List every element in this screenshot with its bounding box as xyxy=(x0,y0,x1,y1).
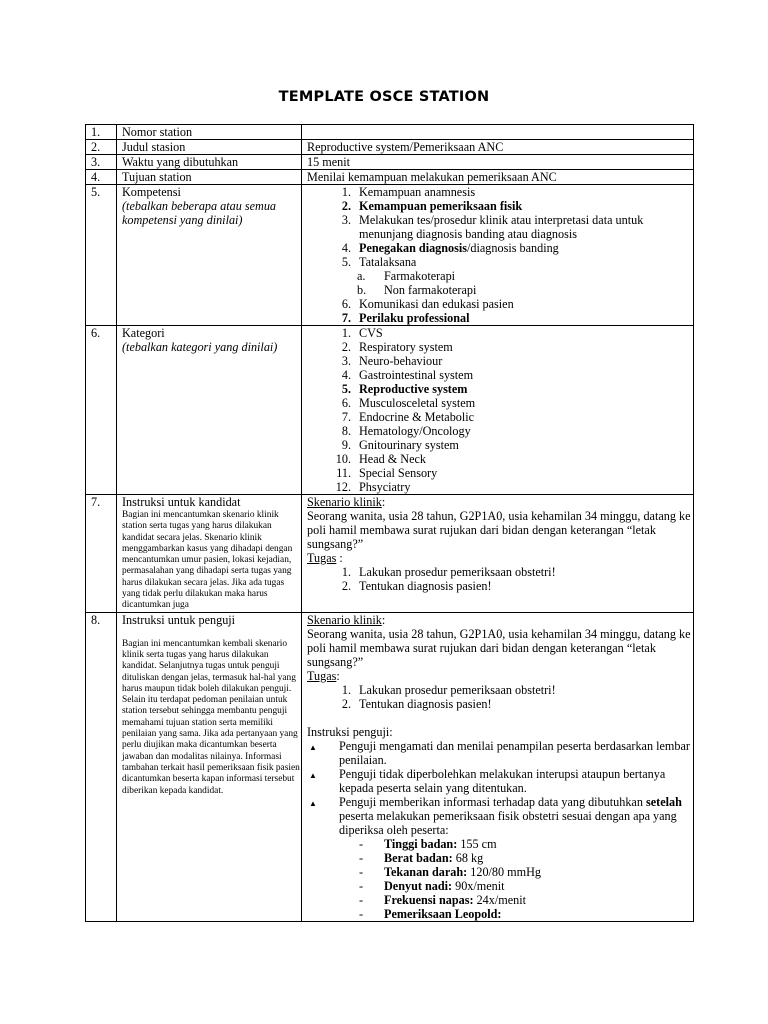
row-label: Waktu yang dibutuhkan xyxy=(117,155,302,170)
item-number: 1. xyxy=(341,326,351,340)
row-label: Kategori xyxy=(122,326,165,340)
table-row xyxy=(86,155,694,170)
vital-label: Tinggi badan: xyxy=(384,836,458,851)
dash-marker: - xyxy=(359,878,364,893)
task-heading xyxy=(307,551,693,565)
bullet-icon: ▲ xyxy=(309,770,317,780)
row-label: Kompetensi xyxy=(122,185,181,199)
list-item xyxy=(307,837,693,851)
list-item xyxy=(307,795,693,837)
scenario-text: Seorang wanita, usia 28 tahun, G2P1A0, usia kehamilan 34 minggu, datang ke poli hamil membawa surat rujukan dari bidan dengan keterangan “letak sungsang?” xyxy=(307,509,691,551)
category-list-cell xyxy=(302,326,694,495)
list-item xyxy=(307,396,693,410)
list-item xyxy=(307,185,693,199)
item-text: Kemampuan pemeriksaan fisik xyxy=(359,199,523,213)
treatment-sublist xyxy=(307,269,693,297)
list-item xyxy=(307,340,693,354)
row-note: Bagian ini mencantumkan kembali skenario klinik serta tugas yang harus dilakukan kandidat. Selanjutnya tugas untuk penguji dituliskan dengan jelas, termasuk hal-hal yang harus maupun tidak boleh dilakukan penguji. Selain itu terdapat pedoman penilaian untuk station tersebut sehingga membantu penguji memahami tujuan station serta memiliki penilaian yang sama. Jika ada pertanyaan yang perlu diujikan maka dicantumkan beserta jawaban dan modalitas nilainya. Informasi tambahan terkait hasil pemeriksaan fisik pasien dicantumkan beserta kapan informasi tersebut diberikan kepada kandidat. xyxy=(122,638,300,796)
row-value: 15 menit xyxy=(302,155,694,170)
item-number: 2. xyxy=(341,579,351,593)
list-item xyxy=(307,907,693,921)
row-label-cell xyxy=(117,612,302,921)
row-label-cell xyxy=(117,495,302,613)
bullet-icon: ▲ xyxy=(309,742,317,752)
list-item xyxy=(307,410,693,424)
row-number: 3. xyxy=(86,155,117,170)
table-row xyxy=(86,140,694,155)
bullet-icon: ▲ xyxy=(309,798,317,808)
item-number: 7. xyxy=(341,410,351,424)
competency-list xyxy=(307,185,693,269)
item-text: Tentukan diagnosis pasien! xyxy=(359,696,492,711)
row-note: Bagian ini mencantumkan skenario klinik station serta tugas yang harus dilakukan kandidat secara jelas. Skenario klinik menggambarkan kasus yang dihadapi dengan mencantumkan umur pasien, lokasi kejadian, permasalahan yang dihadapi serta tugas yang harus dilakukan secara jelas. Jika ada tugas yang tidak perlu dilakukan maka harus dicantumkan juga xyxy=(122,510,293,611)
list-item xyxy=(307,879,693,893)
item-number: 2. xyxy=(341,199,351,213)
row-number: 5. xyxy=(86,185,117,326)
list-item xyxy=(307,452,693,466)
vital-value: 155 cm xyxy=(457,836,497,851)
dash-marker: - xyxy=(359,836,364,851)
item-text: Perilaku professional xyxy=(359,311,470,325)
row-number: 6. xyxy=(86,326,117,495)
task-colon: : xyxy=(336,668,340,683)
vital-label: Tekanan darah: xyxy=(384,864,468,879)
item-text: Lakukan prosedur pemeriksaan obstetri! xyxy=(359,565,556,579)
page-title: TEMPLATE OSCE STATION xyxy=(278,89,490,105)
item-text-bold: setelah xyxy=(645,794,682,809)
table-row xyxy=(86,185,694,326)
vital-label: Denyut nadi: xyxy=(384,878,453,893)
examiner-instruction-list xyxy=(307,739,693,837)
list-item xyxy=(307,241,693,255)
spacer xyxy=(307,711,693,725)
item-text: Neuro-behaviour xyxy=(359,354,443,368)
list-item xyxy=(307,213,693,241)
osce-table xyxy=(85,124,694,922)
item-text: Phsyciatry xyxy=(359,480,411,494)
table-row xyxy=(86,170,694,185)
item-text: Respiratory system xyxy=(359,340,453,354)
item-text: Lakukan prosedur pemeriksaan obstetri! xyxy=(359,682,556,697)
item-text: CVS xyxy=(359,326,383,340)
item-number: 7. xyxy=(341,311,351,325)
list-item xyxy=(307,851,693,865)
task-list xyxy=(307,565,693,593)
scenario-label: Skenario klinik xyxy=(307,495,382,509)
row-label: Tujuan station xyxy=(117,170,302,185)
item-number: 2. xyxy=(341,340,351,354)
scenario-text: Seorang wanita, usia 28 tahun, G2P1A0, usia kehamilan 34 minggu, datang ke poli hamil membawa surat rujukan dari bidan dengan keterangan “letak sungsang?” xyxy=(307,626,691,669)
item-number: 4. xyxy=(341,241,351,255)
item-text: Penguji tidak diperbolehkan melakukan interupsi ataupun bertanya kepada peserta selain yang ditentukan. xyxy=(339,766,666,795)
list-item xyxy=(307,424,693,438)
item-number: 6. xyxy=(341,297,351,311)
item-number: 4. xyxy=(341,368,351,382)
item-text: Kemampuan anamnesis xyxy=(359,185,476,199)
table-row xyxy=(86,495,694,613)
examiner-instruction-cell xyxy=(302,612,694,921)
dash-marker: - xyxy=(359,892,364,907)
scenario-colon: : xyxy=(381,495,386,509)
item-text: Penguji mengamati dan menilai penampilan peserta berdasarkan lembar penilaian. xyxy=(339,738,690,767)
item-text: Endocrine & Metabolic xyxy=(359,410,475,424)
list-item xyxy=(307,767,693,795)
scenario-label: Skenario klinik xyxy=(307,612,382,627)
row-number: 2. xyxy=(86,140,117,155)
list-item xyxy=(307,269,693,283)
table-row xyxy=(86,326,694,495)
item-number: 12. xyxy=(335,480,351,494)
scenario-colon: : xyxy=(381,612,386,627)
item-text: peserta melakukan pemeriksaan fisik obstetri sesuai dengan apa yang diperiksa oleh peserta: xyxy=(339,808,677,837)
item-text: Komunikasi dan edukasi pasien xyxy=(359,297,514,311)
table-row xyxy=(86,612,694,921)
category-list xyxy=(307,326,693,494)
scenario-heading xyxy=(307,613,693,627)
item-text: Melakukan tes/prosedur klinik atau interpretasi data untuk menunjang diagnosis banding atau diagnosis xyxy=(359,213,644,241)
competency-list-cell xyxy=(302,185,694,326)
vital-label: Pemeriksaan Leopold: xyxy=(384,906,502,921)
item-text: Penguji memberikan informasi terhadap data yang dibutuhkan xyxy=(339,794,646,809)
item-text: Reproductive system xyxy=(359,382,468,396)
list-item xyxy=(307,297,693,311)
item-text: Tentukan diagnosis pasien! xyxy=(359,579,492,593)
item-number: 6. xyxy=(341,396,351,410)
item-letter: a. xyxy=(357,269,366,283)
list-item xyxy=(307,683,693,697)
item-number: 5. xyxy=(341,255,351,269)
list-item xyxy=(307,326,693,340)
row-number: 7. xyxy=(86,495,117,613)
dash-marker: - xyxy=(359,864,364,879)
row-label: Nomor station xyxy=(117,125,302,140)
item-text: /diagnosis banding xyxy=(467,241,559,255)
list-item xyxy=(307,865,693,879)
list-item xyxy=(307,255,693,269)
row-label-cell xyxy=(117,185,302,326)
item-number: 10. xyxy=(335,452,351,466)
list-item xyxy=(307,199,693,213)
dash-marker: - xyxy=(359,850,364,865)
list-item xyxy=(307,579,693,593)
item-text: Tatalaksana xyxy=(359,255,417,269)
task-heading xyxy=(307,669,693,683)
list-item xyxy=(307,480,693,494)
task-label: Tugas xyxy=(307,551,337,565)
item-number: 9. xyxy=(341,438,351,452)
row-number: 4. xyxy=(86,170,117,185)
list-item xyxy=(307,893,693,907)
item-number: 11. xyxy=(336,466,351,480)
scenario-heading xyxy=(307,495,693,509)
item-text-bold: Penegakan diagnosis xyxy=(359,241,468,255)
list-item xyxy=(307,283,693,297)
vital-value: 68 kg xyxy=(452,850,484,865)
vital-label: Frekuensi napas: xyxy=(384,892,474,907)
item-number: 1. xyxy=(341,185,351,199)
row-label: Instruksi untuk kandidat xyxy=(122,495,241,509)
item-number: 5. xyxy=(341,382,351,396)
item-text: Hematology/Oncology xyxy=(359,424,471,438)
list-item xyxy=(307,368,693,382)
item-letter: b. xyxy=(357,283,367,297)
row-number: 8. xyxy=(86,612,117,921)
item-text: Musculosceletal system xyxy=(359,396,476,410)
list-item xyxy=(307,382,693,396)
list-item xyxy=(307,311,693,325)
item-text: Special Sensory xyxy=(359,466,438,480)
list-item xyxy=(307,697,693,711)
row-note: (tebalkan beberapa atau semua kompetensi yang dinilai) xyxy=(122,199,277,227)
item-number: 2. xyxy=(341,696,351,711)
item-text: Gastrointestinal system xyxy=(359,368,474,382)
item-text: Non farmakoterapi xyxy=(384,283,477,297)
item-text: Farmakoterapi xyxy=(384,269,456,283)
task-list xyxy=(307,683,693,711)
list-item xyxy=(307,354,693,368)
vital-value: 24x/menit xyxy=(473,892,526,907)
list-item xyxy=(307,565,693,579)
task-label: Tugas xyxy=(307,668,337,683)
vital-label: Berat badan: xyxy=(384,850,453,865)
task-colon: : xyxy=(336,551,343,565)
row-label: Instruksi untuk penguji xyxy=(122,612,236,627)
dash-marker: - xyxy=(359,906,364,921)
item-number: 8. xyxy=(341,424,351,438)
vital-signs-list xyxy=(307,837,693,921)
list-item xyxy=(307,466,693,480)
examiner-instructions-title: Instruksi penguji: xyxy=(307,724,393,739)
vital-value: 120/80 mmHg xyxy=(467,864,542,879)
item-text: Head & Neck xyxy=(359,452,427,466)
row-label: Judul stasion xyxy=(117,140,302,155)
candidate-instruction-cell xyxy=(302,495,694,613)
vital-value: 90x/menit xyxy=(452,878,505,893)
row-value: Reproductive system/Pemeriksaan ANC xyxy=(302,140,694,155)
table-row xyxy=(86,125,694,140)
row-value: Menilai kemampuan melakukan pemeriksaan ANC xyxy=(302,170,694,185)
row-number: 1. xyxy=(86,125,117,140)
list-item xyxy=(307,739,693,767)
list-item xyxy=(307,438,693,452)
item-number: 1. xyxy=(341,682,351,697)
item-number: 3. xyxy=(341,354,351,368)
item-text: Gnitourinary system xyxy=(359,438,459,452)
item-number: 3. xyxy=(341,213,351,227)
competency-list-cont xyxy=(307,297,693,325)
item-number: 1. xyxy=(341,565,351,579)
row-label-cell xyxy=(117,326,302,495)
row-note: (tebalkan kategori yang dinilai) xyxy=(122,340,278,354)
row-value xyxy=(302,125,694,140)
